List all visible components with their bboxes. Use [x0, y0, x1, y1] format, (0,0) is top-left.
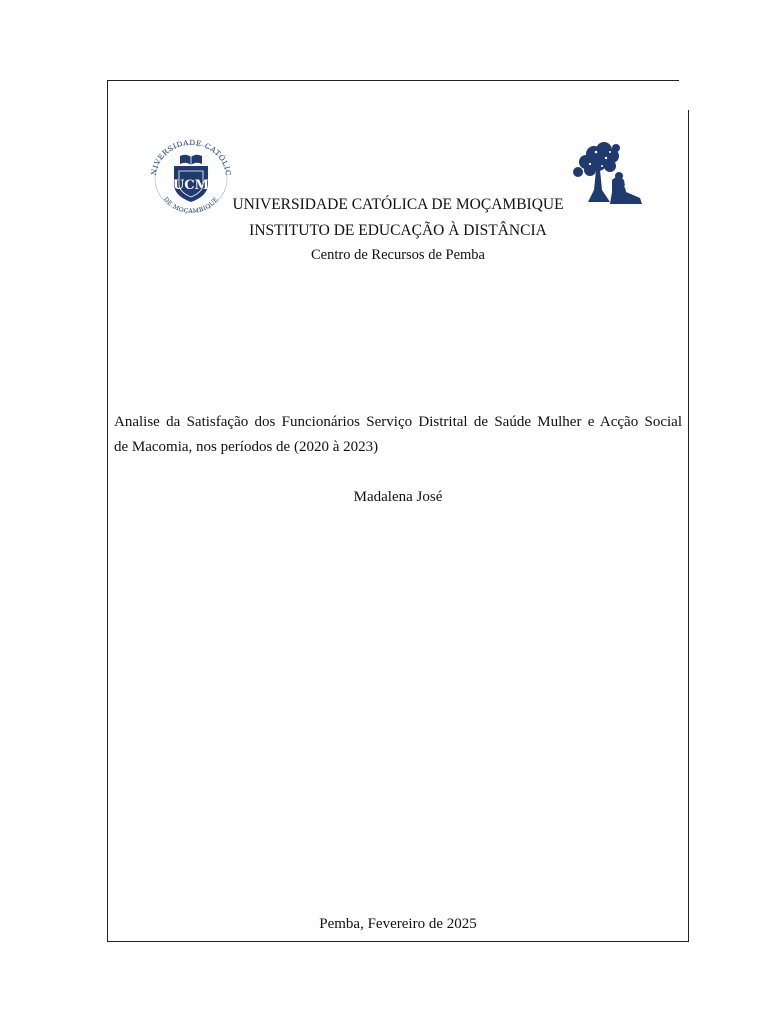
university-name: UNIVERSIDADE CATÓLICA DE MOÇAMBIQUE	[232, 196, 564, 213]
place-and-date: Pemba, Fevereiro de 2025	[319, 916, 477, 932]
institute-name: INSTITUTO DE EDUCAÇÃO À DISTÂNCIA	[249, 222, 547, 239]
resource-center-name: Centro de Recursos de Pemba	[311, 247, 485, 263]
seal-monogram: UCM	[172, 178, 210, 193]
seal-ring-text-bottom: DE MOÇAMBIQUE	[162, 195, 220, 214]
page-frame-bottom	[107, 941, 689, 942]
title-line-2: de Macomia, nos períodos de (2020 à 2023)	[114, 439, 379, 455]
page-frame-right	[688, 110, 689, 942]
document-title	[114, 410, 682, 460]
title-line-1: Analise da Satisfação dos Funcionários Serviço Distrital de Saúde Mulher e Acção Social	[114, 414, 682, 430]
author-name: Madalena José	[353, 489, 443, 505]
seal-ring-text-top: NIVERSIDADE CATÓLIC	[149, 138, 234, 177]
page-frame-top	[107, 80, 679, 81]
